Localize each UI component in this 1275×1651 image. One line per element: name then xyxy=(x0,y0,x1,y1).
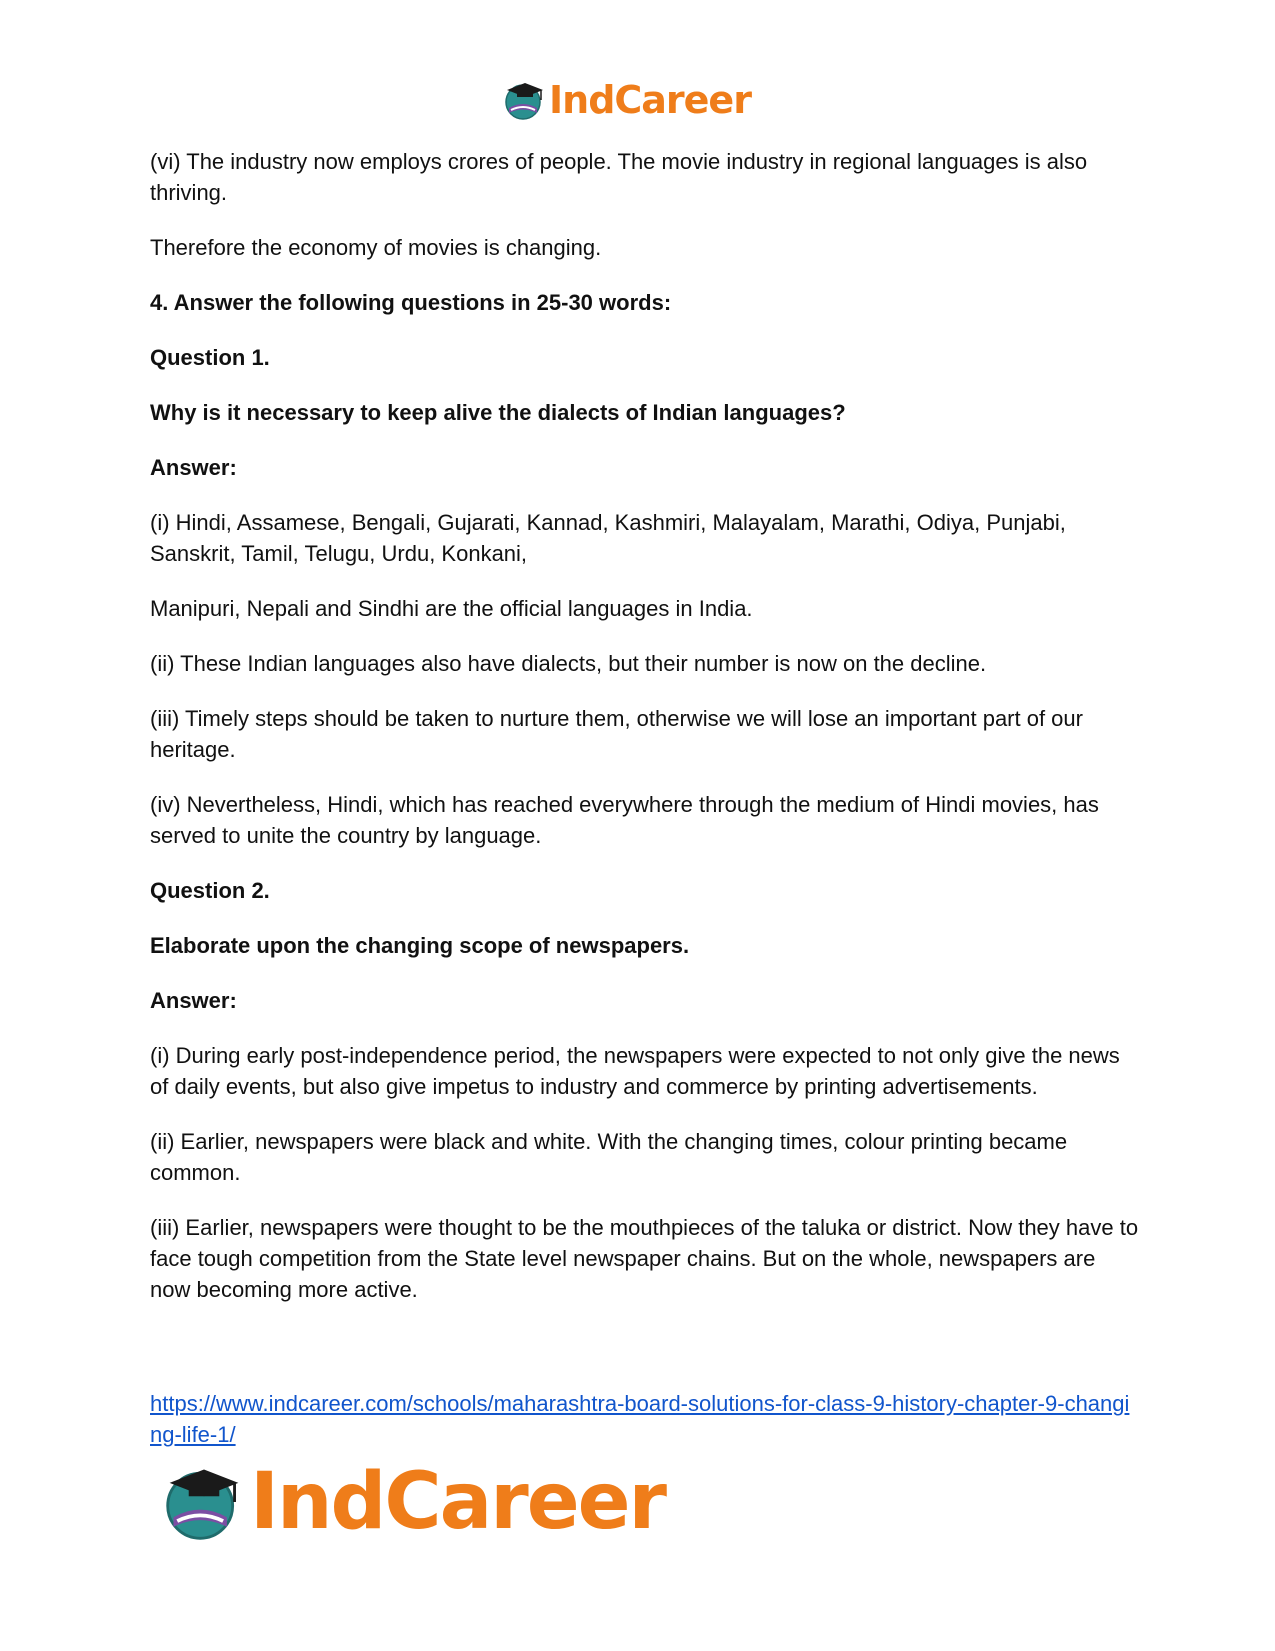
heading-paragraph: Elaborate upon the changing scope of newspapers. xyxy=(150,933,690,958)
heading-paragraph: Why is it necessary to keep alive the dialects of Indian languages? xyxy=(150,400,846,425)
heading-paragraph: Question 2. xyxy=(150,878,270,903)
body-paragraph: (vi) The industry now employs crores of people. The movie industry in regional languages is also thriving. xyxy=(150,149,1088,205)
header-logo xyxy=(503,80,751,120)
source-link[interactable]: https://www.indcareer.com/schools/maharashtra-board-solutions-for-class-9-history-chapter-9-changing-life-1/ xyxy=(150,1391,1130,1447)
document-body xyxy=(150,146,1140,1329)
body-paragraph: (ii) Earlier, newspapers were black and white. With the changing times, colour printing became common. xyxy=(150,1129,1068,1185)
heading-paragraph: 4. Answer the following questions in 25-30 words: xyxy=(150,290,672,315)
header-logo-text: IndCareer xyxy=(549,78,751,122)
body-paragraph: (iv) Nevertheless, Hindi, which has reached everywhere through the medium of Hindi movies, has served to unite the country by language. xyxy=(150,792,1099,848)
heading-paragraph: Question 1. xyxy=(150,345,270,370)
body-paragraph: Therefore the economy of movies is changing. xyxy=(150,235,602,260)
globe-graduation-cap-icon xyxy=(503,80,547,120)
heading-paragraph: Answer: xyxy=(150,455,237,480)
body-paragraph: Manipuri, Nepali and Sindhi are the official languages in India. xyxy=(150,596,753,621)
footer-logo xyxy=(162,1457,665,1547)
body-paragraph: (iii) Earlier, newspapers were thought to be the mouthpieces of the taluka or district. Now they have to face tough competition from the State level newspaper chains. But on the whole, newspapers are now becoming more active. xyxy=(150,1215,1139,1302)
globe-graduation-cap-icon xyxy=(162,1462,246,1542)
body-paragraph: (ii) These Indian languages also have dialects, but their number is now on the decline. xyxy=(150,651,987,676)
body-paragraph: (i) Hindi, Assamese, Bengali, Gujarati, Kannad, Kashmiri, Malayalam, Marathi, Odiya, Punjabi, Sanskrit, Tamil, Telugu, Urdu, Konkani, xyxy=(150,510,1066,566)
footer-logo-text: IndCareer xyxy=(250,1457,665,1547)
heading-paragraph: Answer: xyxy=(150,988,237,1013)
body-paragraph: (i) During early post-independence period, the newspapers were expected to not only give the news of daily events, but also give impetus to industry and commerce by printing advertisements. xyxy=(150,1043,1120,1099)
body-paragraph: (iii) Timely steps should be taken to nurture them, otherwise we will lose an important part of our heritage. xyxy=(150,706,1083,762)
